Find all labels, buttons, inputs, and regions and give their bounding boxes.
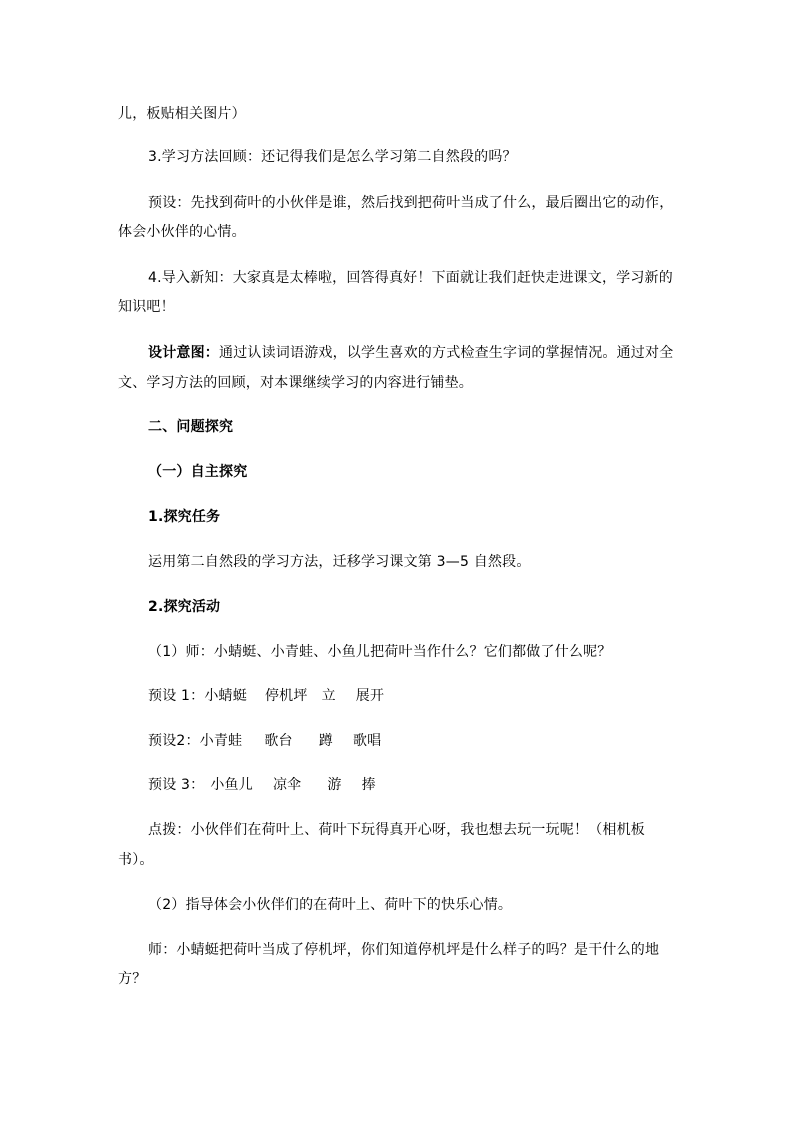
paragraph-line: 儿，板贴相关图片） <box>118 106 246 122</box>
preset-row-3 <box>148 775 376 795</box>
paragraph-line: 师：小蜻蜓把荷叶当成了停机坪，你们知道停机坪是什么样子的吗？是干什么的地 <box>148 942 660 958</box>
question-line: （2）指导体会小伙伴们的在荷叶上、荷叶下的快乐心情。 <box>148 897 513 913</box>
preset-label: 预设 1： <box>148 688 205 704</box>
preset-action: 立 <box>321 688 336 704</box>
paragraph-line: 预设：先找到荷叶的小伙伴是谁，然后找到把荷叶当成了什么，最后圈出它的动作， <box>148 195 674 211</box>
preset-action2: 捧 <box>361 777 376 793</box>
design-intent-line <box>148 343 673 363</box>
preset-action: 蹲 <box>318 733 333 749</box>
section-heading: 二、问题探究 <box>148 419 234 435</box>
paragraph-line: 书）。 <box>118 852 154 868</box>
subheading-activity: 2.探究活动 <box>148 599 221 615</box>
preset-what: 凉伞 <box>272 777 302 793</box>
paragraph-line: 3.学习方法回顾：还记得我们是怎么学习第二自然段的吗？ <box>148 149 517 165</box>
preset-action2: 展开 <box>355 688 385 704</box>
preset-row-2 <box>148 731 381 751</box>
preset-who: 小青蛙 <box>199 733 243 749</box>
paragraph-line: 文、学习方法的回顾，对本课继续学习的内容进行铺垫。 <box>118 375 473 391</box>
subsection-heading: （一）自主探究 <box>148 464 248 480</box>
paragraph-line: 方？ <box>118 971 147 987</box>
design-intent-label: 设计意图： <box>148 345 219 361</box>
preset-label: 预设 3： <box>148 777 205 793</box>
preset-who: 小鱼儿 <box>210 777 253 793</box>
paragraph-line: 知识吧！ <box>118 299 175 315</box>
paragraph-line: 运用第二自然段的学习方法，迁移学习课文第 3—5 自然段。 <box>148 554 531 570</box>
design-intent-text: 通过认读词语游戏，以学生喜欢的方式检查生字词的掌握情况。通过对全 <box>219 345 674 361</box>
paragraph-line: 点拨：小伙伴们在荷叶上、荷叶下玩得真开心呀，我也想去玩一玩呢！（相机板 <box>148 822 645 838</box>
preset-what: 停机坪 <box>264 688 308 704</box>
preset-action: 游 <box>327 777 342 793</box>
preset-what: 歌台 <box>264 733 293 749</box>
preset-who: 小蜻蜓 <box>204 688 247 704</box>
paragraph-line: 4.导入新知：大家真是太棒啦，回答得真好！下面就让我们赶快走进课文，学习新的 <box>148 270 673 286</box>
paragraph-line: 体会小伙伴的心情。 <box>118 224 246 240</box>
preset-row-1 <box>148 686 384 706</box>
question-line: （1）师：小蜻蜓、小青蛙、小鱼儿把荷叶当作什么？它们都做了什么呢？ <box>148 644 612 660</box>
preset-label: 预设2： <box>148 733 200 749</box>
preset-action2: 歌唱 <box>352 733 382 749</box>
subheading-task: 1.探究任务 <box>148 509 221 525</box>
